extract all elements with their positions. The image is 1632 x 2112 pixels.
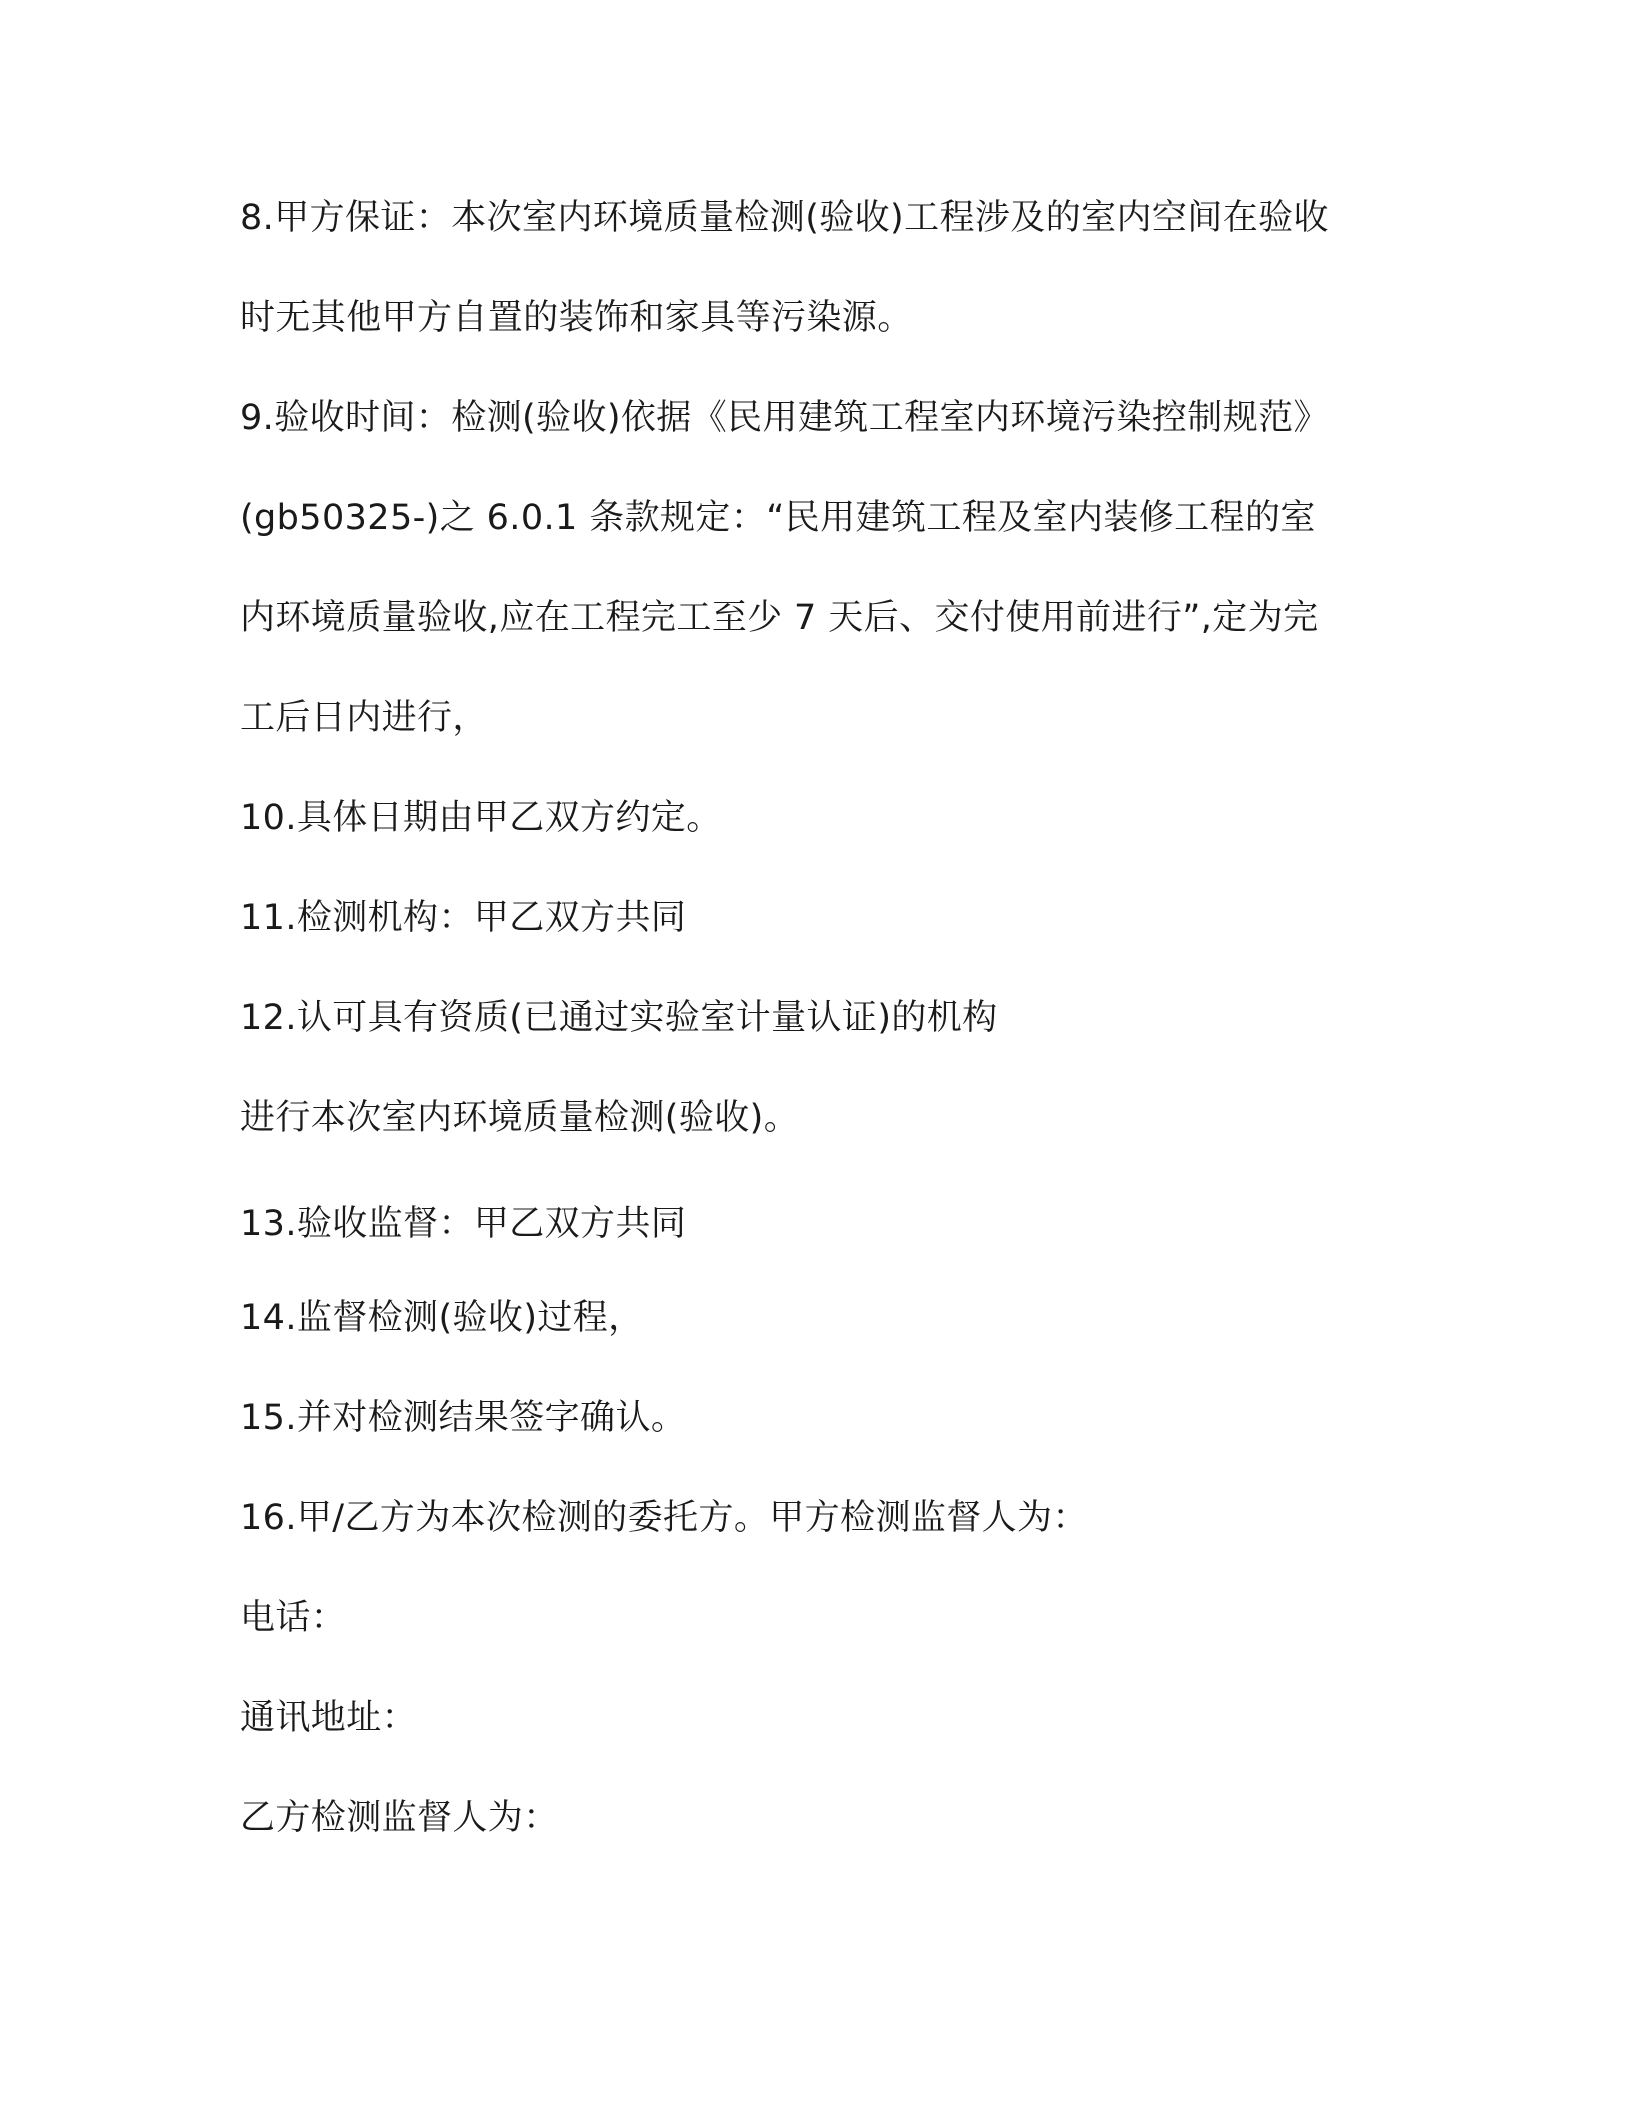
clause-9-line-3: 内环境质量验收,应在工程完工至少 7 天后、交付使用前进行”,定为完 [240, 598, 1319, 638]
clause-9-line-4: 工后日内进行， [240, 698, 488, 738]
clause-12-line-2: 进行本次室内环境质量检测(验收)。 [240, 1098, 800, 1138]
clause-16: 16.甲/乙方为本次检测的委托方。甲方检测监督人为： [240, 1498, 1088, 1538]
clause-13: 13.验收监督：甲乙双方共同 [240, 1204, 687, 1244]
clause-11: 11.检测机构：甲乙双方共同 [240, 898, 687, 938]
address-field-label: 通讯地址： [240, 1698, 418, 1738]
clause-9-line-1: 9.验收时间：检测(验收)依据《民用建筑工程室内环境污染控制规范》 [240, 398, 1329, 438]
clause-14: 14.监督检测(验收)过程， [240, 1298, 644, 1338]
clause-8-line-2: 时无其他甲方自置的装饰和家具等污染源。 [240, 298, 913, 338]
party-b-supervisor-label: 乙方检测监督人为： [240, 1798, 559, 1838]
clause-8-line-1: 8.甲方保证：本次室内环境质量检测(验收)工程涉及的室内空间在验收 [240, 198, 1329, 238]
phone-field-label: 电话： [240, 1598, 347, 1638]
clause-9-line-2: (gb50325-)之 6.0.1 条款规定：“民用建筑工程及室内装修工程的室 [240, 498, 1316, 538]
clause-15: 15.并对检测结果签字确认。 [240, 1398, 687, 1438]
clause-12-line-1: 12.认可具有资质(已通过实验室计量认证)的机构 [240, 998, 998, 1038]
clause-10: 10.具体日期由甲乙双方约定。 [240, 798, 722, 838]
